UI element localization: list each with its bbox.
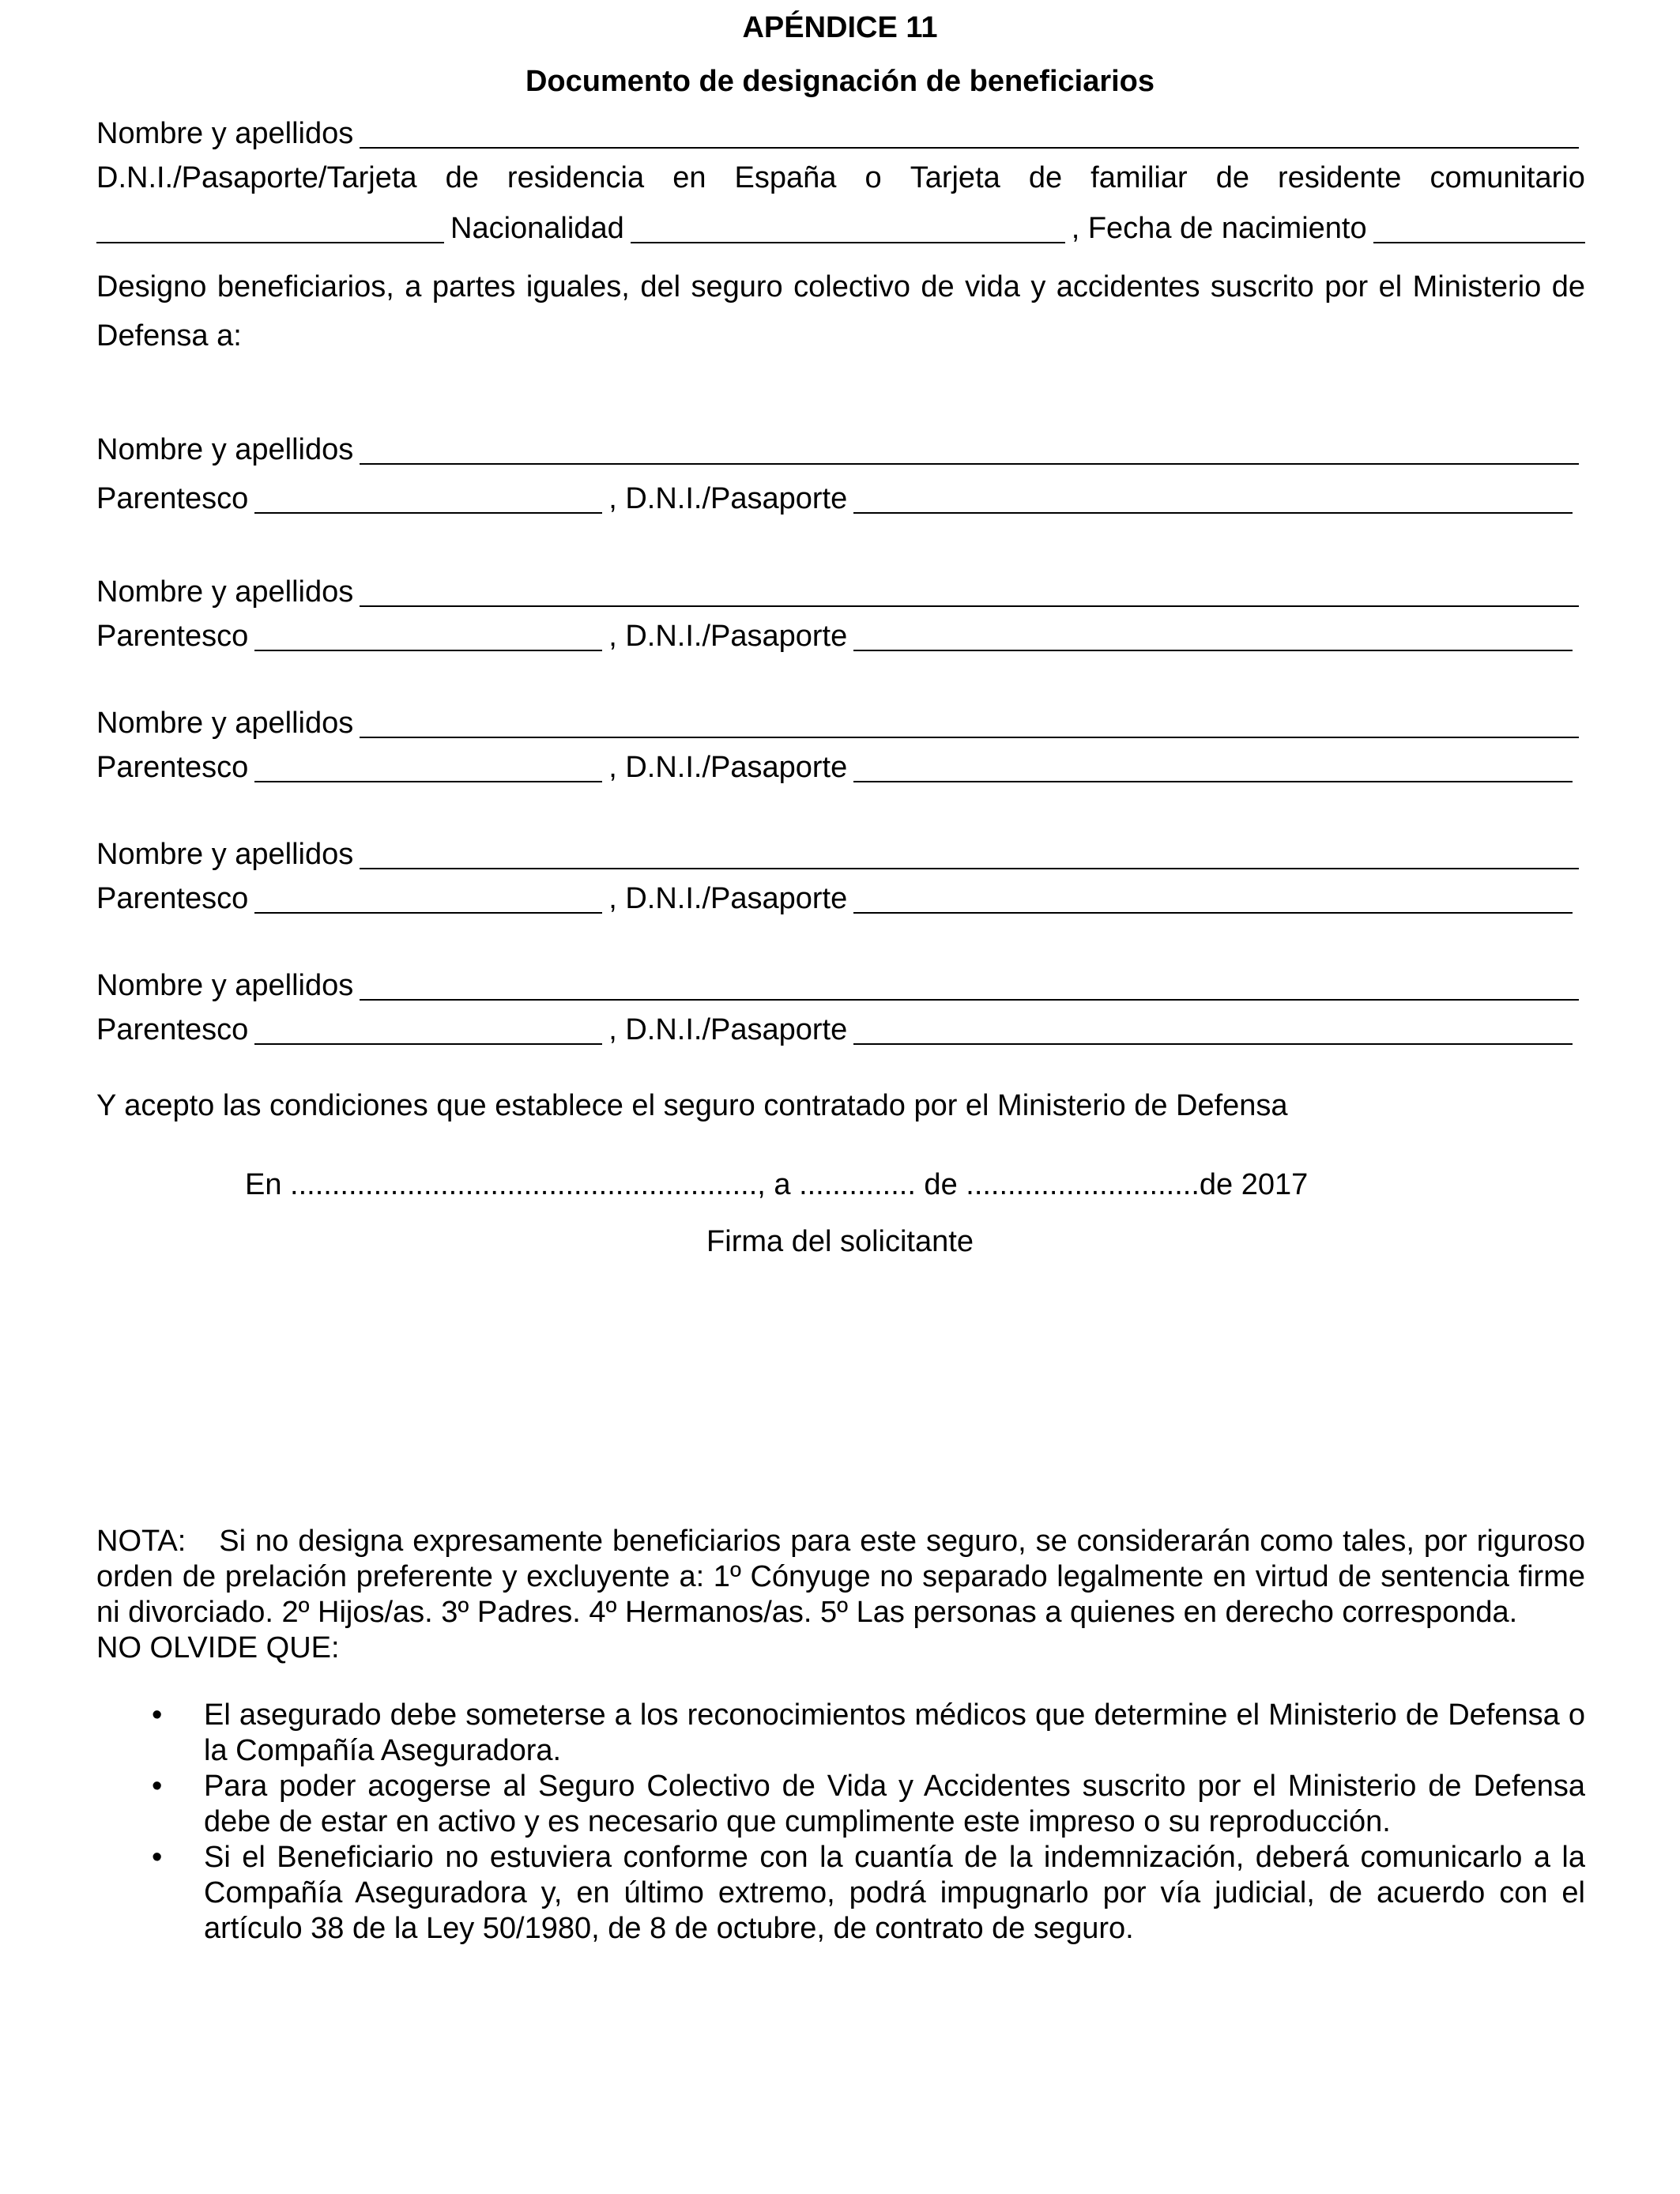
beneficiary-name-row — [96, 433, 1585, 465]
applicant-name-field[interactable] — [360, 117, 1579, 149]
beneficiary-name-field[interactable] — [360, 433, 1579, 465]
id-word: comunitario — [1430, 161, 1585, 194]
appendix-title: APÉNDICE 11 — [742, 11, 938, 44]
beneficiary-name-label: Nombre y apellidos — [96, 433, 354, 466]
beneficiary-name-field[interactable] — [360, 969, 1579, 1001]
designation-paragraph: Designo beneficiarios, a partes iguales, del seguro colectivo de vida y accidentes suscrito por el Ministerio de Defensa a: — [96, 270, 1585, 352]
list-item — [96, 1698, 1585, 1769]
relation-field[interactable] — [254, 620, 602, 651]
beneficiary-id-label: , D.N.I./Pasaporte — [608, 620, 848, 653]
applicant-id-field[interactable] — [96, 212, 444, 243]
beneficiary-relation-row — [96, 882, 1585, 914]
list-item-text: El asegurado debe someterse a los reconocimientos médicos que determine el Ministerio de Defensa o la Compañía Aseguradora. — [204, 1698, 1585, 1767]
beneficiary-name-label: Nombre y apellidos — [96, 969, 354, 1002]
id-word: de — [445, 161, 479, 194]
applicant-id-label-row — [96, 163, 1585, 193]
reminder-list — [96, 1698, 1585, 1947]
bullet-icon: • — [152, 1770, 163, 1803]
nationality-field[interactable] — [631, 212, 1065, 243]
id-word: España — [734, 161, 837, 194]
applicant-name-row — [96, 117, 1585, 149]
bullet-icon: • — [152, 1841, 163, 1874]
id-word: residente — [1278, 161, 1402, 194]
id-word: residencia — [507, 161, 645, 194]
beneficiary-id-field[interactable] — [853, 882, 1573, 914]
relation-field[interactable] — [254, 751, 602, 782]
note-paragraph — [96, 1524, 1585, 1666]
beneficiary-id-label: , D.N.I./Pasaporte — [608, 1013, 848, 1046]
list-item-text: Para poder acogerse al Seguro Colectivo de Vida y Accidentes suscrito por el Ministerio de Defensa debe de estar en activo y es necesario que cumplimente este impreso o su reproducción. — [204, 1770, 1585, 1838]
beneficiary-relation-row — [96, 1013, 1585, 1045]
id-word: de — [1215, 161, 1249, 194]
relation-label: Parentesco — [96, 482, 249, 515]
beneficiary-id-field[interactable] — [853, 751, 1573, 782]
beneficiary-name-label: Nombre y apellidos — [96, 575, 354, 609]
relation-label: Parentesco — [96, 882, 249, 915]
birthdate-label: , Fecha de nacimiento — [1071, 212, 1367, 245]
beneficiary-name-row — [96, 707, 1585, 738]
bullet-icon: • — [152, 1698, 163, 1732]
id-word: o — [864, 161, 882, 194]
id-word: en — [672, 161, 706, 194]
beneficiary-id-label: , D.N.I./Pasaporte — [608, 482, 848, 515]
document-title: Documento de designación de beneficiarios — [525, 65, 1155, 98]
beneficiary-name-label: Nombre y apellidos — [96, 838, 354, 871]
note-text: Si no designa expresamente beneficiarios para este seguro, se considerarán como tales, por riguroso orden de prelación preferente y excluyente a: 1º Cónyuge no separado legalmente en virtud de sentencia firme ni divorciado. 2º Hijos/as. 3º Padres. 4º Hermanos/as. 5º Las personas a quienes en derecho corresponda. — [96, 1525, 1585, 1629]
list-item-text: Si el Beneficiario no estuviera conforme con la cuantía de la indemnización, deberá comunicarlo a la Compañía Aseguradora y, en último extremo, podrá impugnarlo por vía judicial, de acuerdo con el artículo 38 de la Ley 50/1980, de 8 de octubre, de contrato de seguro. — [204, 1841, 1585, 1945]
beneficiary-name-field[interactable] — [360, 707, 1579, 738]
beneficiary-name-row — [96, 969, 1585, 1001]
beneficiary-name-field[interactable] — [360, 575, 1579, 607]
nationality-label: Nacionalidad — [450, 212, 624, 245]
id-word: familiar — [1090, 161, 1188, 194]
relation-label: Parentesco — [96, 751, 249, 784]
beneficiary-id-field[interactable] — [853, 1013, 1573, 1045]
id-word: de — [1028, 161, 1063, 194]
list-item — [96, 1769, 1585, 1840]
beneficiary-relation-row — [96, 482, 1585, 514]
place-date-line: En ........................................................, a .............. de ............................de 2017 — [245, 1168, 1309, 1201]
relation-label: Parentesco — [96, 1013, 249, 1046]
beneficiary-name-row — [96, 838, 1585, 869]
beneficiary-name-label: Nombre y apellidos — [96, 707, 354, 740]
beneficiary-relation-row — [96, 751, 1585, 782]
beneficiary-name-field[interactable] — [360, 838, 1579, 869]
relation-field[interactable] — [254, 882, 602, 914]
beneficiary-id-label: , D.N.I./Pasaporte — [608, 751, 848, 784]
applicant-nationality-row — [96, 212, 1585, 243]
acceptance-statement: Y acepto las condiciones que establece el seguro contratado por el Ministerio de Defensa — [96, 1089, 1288, 1122]
beneficiary-id-label: , D.N.I./Pasaporte — [608, 882, 848, 915]
relation-label: Parentesco — [96, 620, 249, 653]
id-word: D.N.I./Pasaporte/Tarjeta — [96, 161, 417, 194]
relation-field[interactable] — [254, 482, 602, 514]
list-item — [96, 1840, 1585, 1947]
applicant-name-label: Nombre y apellidos — [96, 117, 354, 150]
beneficiary-relation-row — [96, 620, 1585, 651]
id-word: Tarjeta — [910, 161, 1000, 194]
note-label: NOTA: — [96, 1525, 186, 1558]
reminder-heading: NO OLVIDE QUE: — [96, 1631, 340, 1664]
beneficiary-id-field[interactable] — [853, 482, 1573, 514]
signature-label: Firma del solicitante — [706, 1225, 974, 1258]
relation-field[interactable] — [254, 1013, 602, 1045]
birthdate-field[interactable] — [1373, 212, 1585, 243]
beneficiary-name-row — [96, 575, 1585, 607]
beneficiary-id-field[interactable] — [853, 620, 1573, 651]
